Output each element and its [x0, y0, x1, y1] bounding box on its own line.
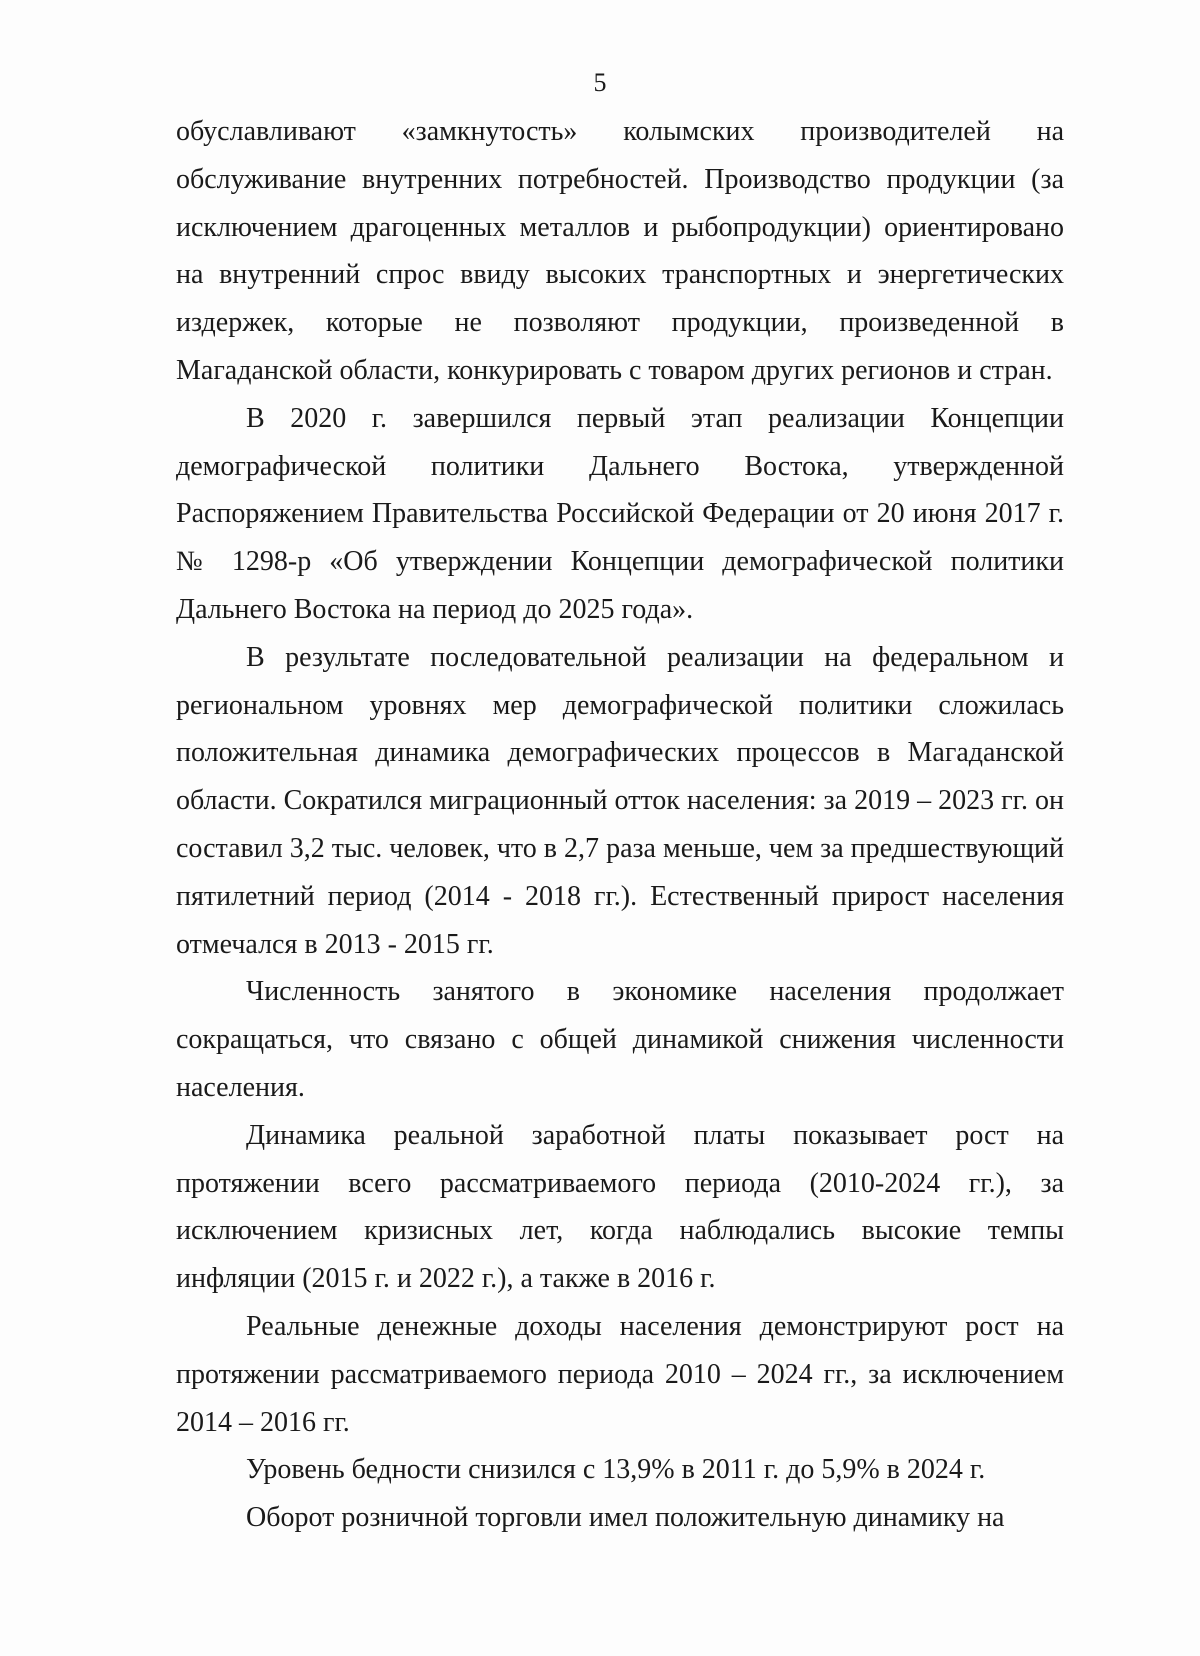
paragraph-demographic-concept: В 2020 г. завершился первый этап реализации Концепции демографической политики Дальнего Востока, утвержденной Распоряжением Правительства Российской Федерации от 20 июня 2017 г. № 1298-р «Об утверждении Концепции демографической политики Дальнего Востока на период до 2025 года».	[176, 402, 1064, 625]
paragraph-poverty-level: Уровень бедности снизился с 13,9% в 2011 г. до 5,9% в 2024 г.	[246, 1454, 986, 1486]
paragraph-real-wages: Динамика реальной заработной платы показывает рост на протяжении всего рассматриваемого периода (2010-2024 гг.), за исключением кризисных лет, когда наблюдались высокие темпы инфляции (2015 г. и 2022 г.), а также в 2016 г.	[176, 1119, 1064, 1295]
paragraph-employment: Численность занятого в экономике населения продолжает сокращаться, что связано с общей динамикой снижения численности населения.	[176, 976, 1064, 1103]
paragraph-retail-turnover: Оборот розничной торговли имел положительную динамику на	[246, 1502, 1005, 1534]
paragraph-real-income: Реальные денежные доходы населения демонстрируют рост на протяжении рассматриваемого периода 2010 – 2024 гг., за исключением 2014 – 2016 гг.	[176, 1310, 1064, 1438]
body-text	[176, 108, 1064, 1542]
page-number: 5	[593, 68, 607, 97]
paragraph-demographic-dynamics: В результате последовательной реализации на федеральном и региональном уровнях мер демографической политики сложилась положительная динамика демографических процессов в Магаданской области. Сократился миграционный отток населения: за 2019 – 2023 гг. он составил 3,2 тыс. человек, что в 2,7 раза меньше, чем за предшествующий пятилетний период (2014 - 2018 гг.). Естественный прирост населения отмечался в 2013 - 2015 гг.	[176, 641, 1064, 960]
paragraph-producers-isolation: обуславливают «замкнутость» колымских производителей на обслуживание внутренних потребностей. Производство продукции (за исключением драгоценных металлов и рыбопродукции) ориентировано на внутренний спрос ввиду высоких транспортных и энергетических издержек, которые не позволяют продукции, произведенной в Магаданской области, конкурировать с товаром других регионов и стран.	[176, 116, 1064, 386]
